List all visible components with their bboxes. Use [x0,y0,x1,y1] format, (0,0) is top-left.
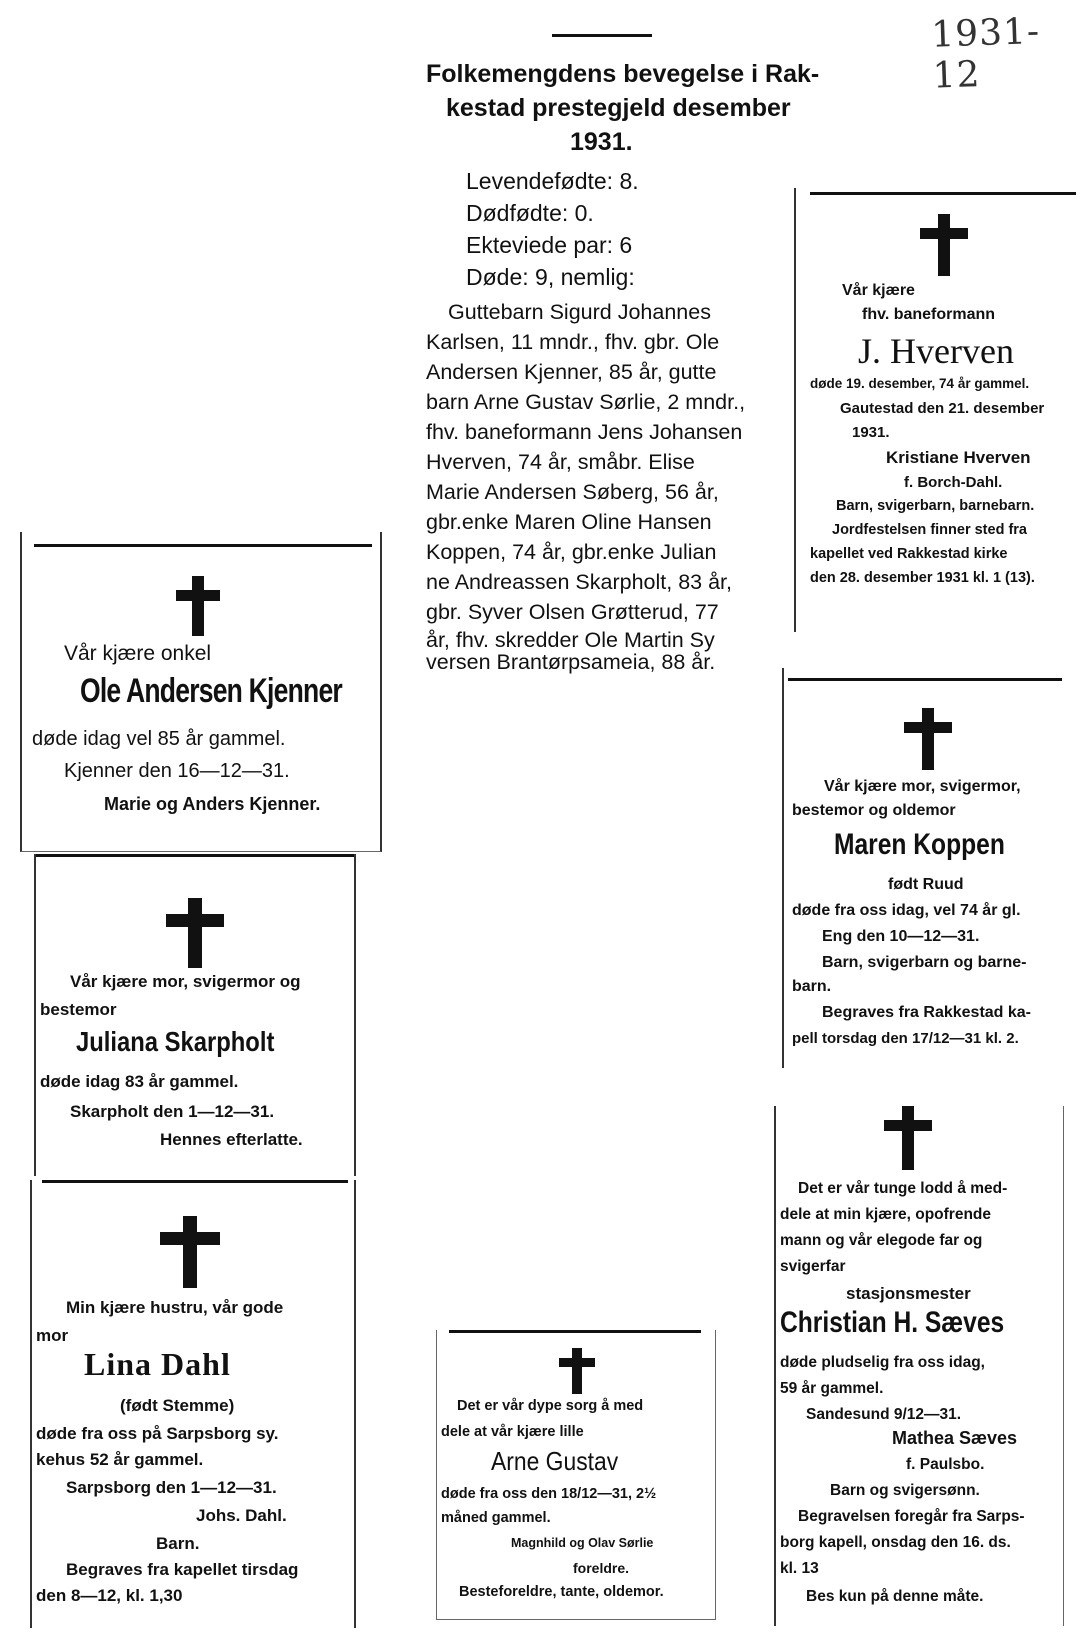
obituary-signature: Barn, svigerbarn, barnebarn. [836,498,1035,514]
obituary-signature: foreldre. [573,1560,630,1576]
deceased-name: Lina Dahl [84,1346,231,1382]
obituary-signature: f. Borch-Dahl. [904,474,1003,491]
funeral-notice: Bes kun på denne måte. [806,1588,984,1605]
obituary-intro: Vår kjære [842,282,915,299]
deceased-name: J. Hverven [858,331,1014,371]
obituary-signature: Hennes efterlatte. [160,1130,303,1149]
obituary-signature: Barn. [156,1534,200,1553]
obituary-line: Skarpholt den 1—12—31. [70,1102,275,1121]
cross-icon [904,708,952,770]
top-rule [552,34,652,37]
stats-stillbirths: Dødfødte: 0. [466,200,594,226]
obituary-sorlie [436,1330,716,1620]
top-rule [810,192,1076,195]
stats-title-line-1: Folkemengdens bevegelse i Rak- [426,60,820,88]
obituary-signature: Marie og Anders Kjenner. [104,794,321,814]
obituary-line: døde fra oss den 18/12—31, 2½ [441,1486,657,1502]
obituary-line: døde pludselig fra oss idag, [780,1354,985,1371]
stats-title-line-3: 1931. [570,128,633,156]
stats-paragraph-line: Hverven, 74 år, småbr. Elise [426,450,695,474]
stats-title-line-2: kestad prestegjeld desember [446,94,791,122]
obituary-intro: dele at min kjære, opofrende [780,1206,992,1223]
obituary-line: Eng den 10—12—31. [822,928,980,945]
stats-paragraph-line: versen Brantørpsameia, 88 år. [426,650,716,674]
obituary-signature: Mathea Sæves [892,1428,1018,1448]
top-rule [36,854,354,857]
obituary-line: 1931. [852,424,890,441]
obituary-signature: Barn, svigerbarn og barne- [822,954,1027,971]
obituary-kjenner [20,532,382,852]
stats-paragraph-line: år, fhv. skredder Ole Martin Sy [426,628,715,652]
stats-paragraph-line: gbr.enke Maren Oline Hansen [426,510,712,534]
obituary-intro: Vår kjære mor, svigermor og [70,972,301,991]
obituary-line: 59 år gammel. [780,1380,884,1397]
top-rule [788,678,1062,681]
obituary-intro: mor [36,1326,69,1345]
deceased-name: Ole Andersen Kjenner [80,672,342,710]
obituary-line: Sarpsborg den 1—12—31. [66,1478,277,1497]
occupation-title: stasjonsmester [846,1284,971,1303]
top-rule [449,1330,701,1333]
obituary-intro: bestemor [40,1000,117,1019]
deceased-name: Christian H. Sæves [780,1306,1005,1339]
obituary-dahl [30,1180,356,1628]
obituary-signature: Kristiane Hverven [886,448,1031,467]
cross-icon [884,1106,932,1170]
obituary-line: Sandesund 9/12—31. [806,1406,962,1423]
obituary-intro: svigerfar [780,1258,846,1275]
obituary-saeves [774,1106,1064,1626]
maiden-name: (født Stemme) [120,1396,235,1415]
obituary-intro: bestemor og oldemor [792,802,956,819]
funeral-notice: Begraves fra Rakkestad ka- [822,1004,1032,1021]
funeral-notice: den 28. desember 1931 kl. 1 (13). [810,570,1035,586]
obituary-signature: barn. [792,978,832,995]
obituary-line: Kjenner den 16—12—31. [64,760,290,782]
cross-icon [176,576,220,636]
obituary-intro: Det er vår tunge lodd å med- [798,1180,1008,1197]
deceased-name: Juliana Skarpholt [76,1026,275,1057]
funeral-notice: pell torsdag den 17/12—31 kl. 2. [792,1030,1019,1047]
stats-paragraph-line: barn Arne Gustav Sørlie, 2 mndr., [426,390,746,414]
stats-paragraph-line: Karlsen, 11 mndr., fhv. gbr. Ole [426,330,720,354]
stats-paragraph-line: Koppen, 74 år, gbr.enke Julian [426,540,717,564]
obituary-skarpholt [34,854,356,1176]
obituary-signature: Barn og svigersønn. [830,1482,980,1499]
obituary-intro: dele at vår kjære lille [441,1424,584,1440]
stats-paragraph-line: Marie Andersen Søberg, 56 år, [426,480,719,504]
stats-paragraph-line: ne Andreassen Skarpholt, 83 år, [426,570,732,594]
obituary-signature: Besteforeldre, tante, oldemor. [459,1584,664,1600]
cross-icon [166,898,224,968]
stats-deaths: Døde: 9, nemlig: [466,264,635,290]
stats-marriages: Ekteviede par: 6 [466,232,633,258]
cross-icon [920,214,968,276]
obituary-intro: Min kjære hustru, vår gode [66,1298,284,1317]
cross-icon [559,1348,595,1394]
obituary-intro: Vår kjære onkel [64,642,212,665]
stats-live-births: Levendefødte: 8. [466,168,639,194]
obituary-hverven [794,188,1084,632]
handwritten-date-note: 1931-12 [930,10,1041,97]
obituary-intro: mann og vår elegode far og [780,1232,983,1249]
obituary-koppen [782,668,1062,1068]
funeral-notice: borg kapell, onsdag den 16. ds. [780,1534,1011,1551]
obituary-intro: Det er vår dype sorg å med [457,1398,644,1414]
obituary-intro: fhv. baneformann [862,306,996,323]
obituary-intro: Vår kjære mor, svigermor, [824,778,1021,795]
funeral-notice: kapellet ved Rakkestad kirke [810,546,1008,562]
obituary-signature: f. Paulsbo. [906,1456,985,1473]
funeral-notice: Begravelsen foregår fra Sarps- [798,1508,1025,1525]
obituary-signature: Johs. Dahl. [196,1506,287,1525]
top-rule [34,544,372,547]
obituary-line: Gautestad den 21. desember [840,400,1045,417]
cross-icon [160,1216,220,1288]
obituary-line: døde fra oss på Sarpsborg sy. [36,1424,279,1443]
obituary-line: døde idag vel 85 år gammel. [32,728,286,750]
maiden-name: født Ruud [888,876,964,893]
funeral-notice: den 8—12, kl. 1,30 [36,1586,183,1605]
deceased-name: Maren Koppen [834,828,1005,861]
stats-paragraph-line: gbr. Syver Olsen Grøtterud, 77 [426,600,719,624]
stats-paragraph-line: Andersen Kjenner, 85 år, gutte [426,360,717,384]
obituary-line: døde fra oss idag, vel 74 år gl. [792,902,1021,919]
deceased-name: Arne Gustav [491,1446,619,1476]
obituary-line: kehus 52 år gammel. [36,1450,204,1469]
stats-paragraph-line: fhv. baneformann Jens Johansen [426,420,743,444]
stats-paragraph-line: Guttebarn Sigurd Johannes [448,300,711,324]
population-statistics-clipping [404,14,820,674]
top-rule [42,1180,348,1183]
obituary-line: måned gammel. [441,1510,551,1526]
obituary-line: døde 19. desember, 74 år gammel. [810,376,1030,391]
funeral-notice: Begraves fra kapellet tirsdag [66,1560,299,1579]
obituary-signature: Magnhild og Olav Sørlie [511,1536,654,1550]
funeral-notice: Jordfestelsen finner sted fra [832,522,1027,538]
funeral-notice: kl. 13 [780,1560,819,1577]
obituary-line: døde idag 83 år gammel. [40,1072,239,1091]
